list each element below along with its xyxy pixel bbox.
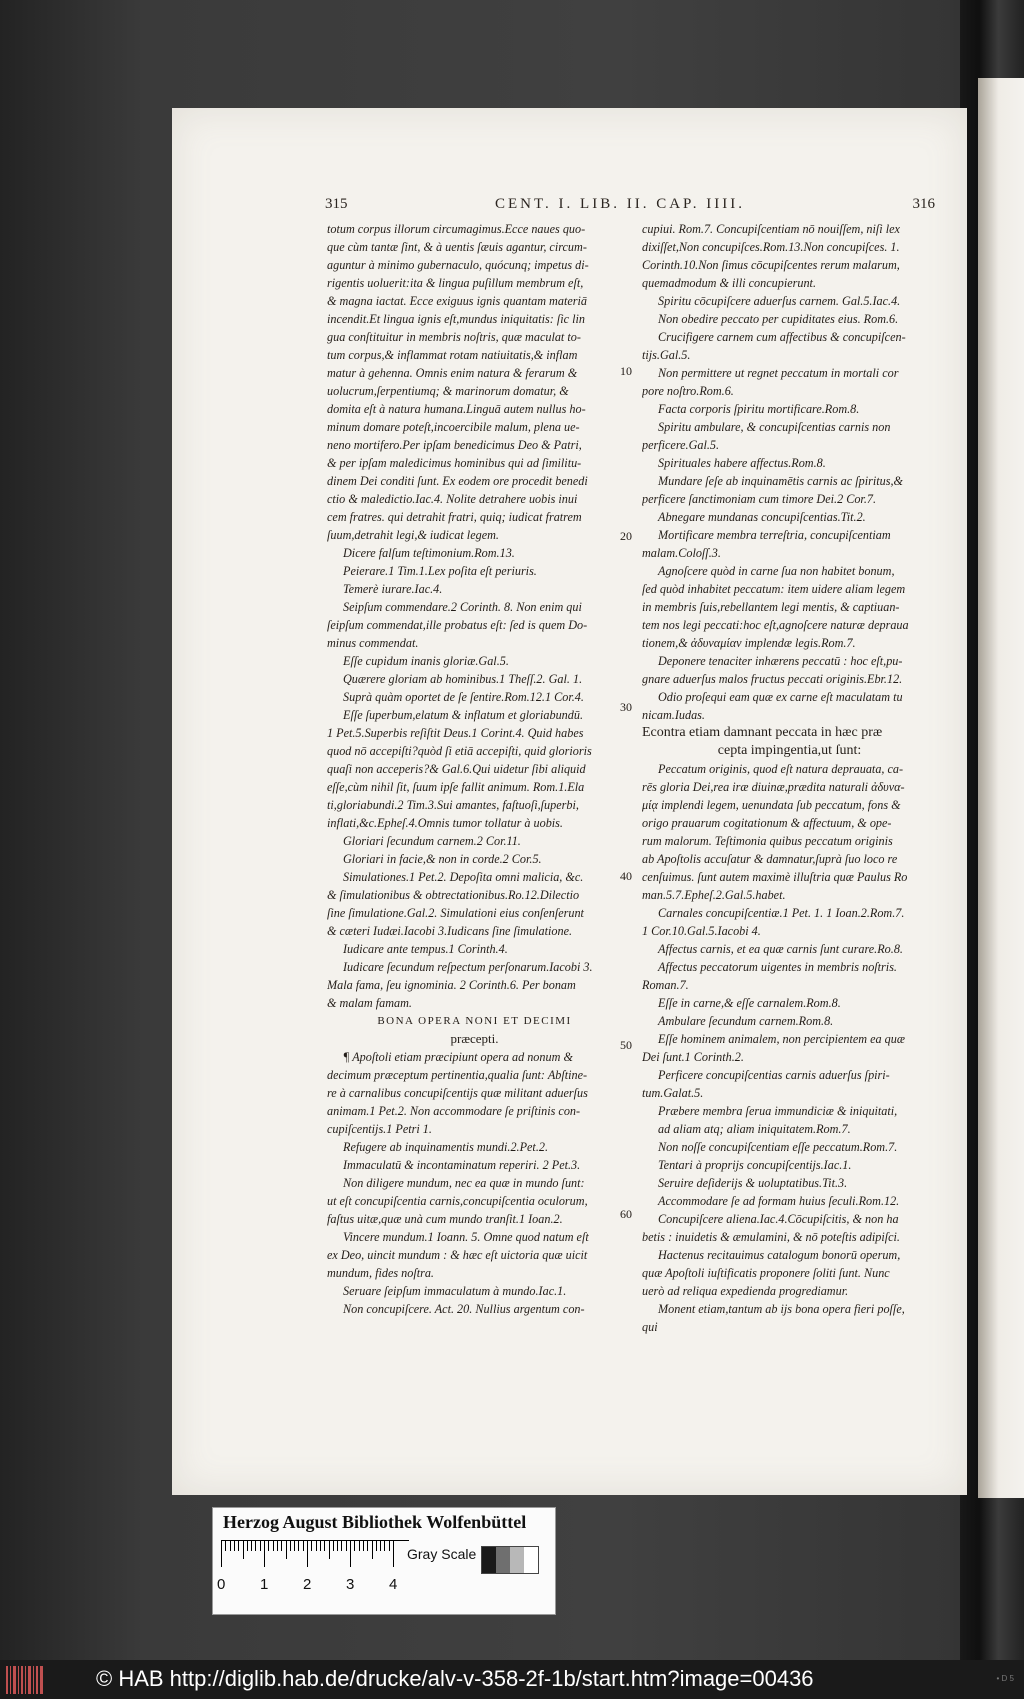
ruler-tick [298,1541,299,1551]
ruler-tick [389,1541,390,1551]
text-line: Suprà quàm oportet de ſe ſentire.Rom.12.1 Cor.4. [343,690,584,704]
copyright-url[interactable]: © HAB http://diglib.hab.de/drucke/alv-v-358-2f-1b/start.htm?image=00436 [96,1666,814,1691]
text-line: Seipſum commendare.2 Corinth. 8. Non enim qui [343,600,582,614]
ruler-tick [324,1541,325,1551]
text-line: dinem Dei conditi ſunt. Ex eodem ore procedit benedi [327,474,588,488]
text-line: Spirituales habere affectus.Rom.8. [658,456,826,470]
text-line: quæ Apoſtoli iuſtificatis proponere ſoliti ſunt. Nunc [642,1266,890,1280]
text-line: Corinth.10.Non ſimus cōcupiſcentes rerum malarum, [642,258,900,272]
text-line: faſtus uitæ,quæ unà cum mundo tranſit.1 Ioan.2. [327,1212,563,1226]
ruler-tick [251,1541,252,1551]
text-line: Facta corporis ſpiritu mortificare.Rom.8. [658,402,860,416]
text-line: Crucifigere carnem cum affectibus & concupiſcen- [658,330,906,344]
text-line: & cæteri Iudæi.Iacobi 3.Iudicans ſine ſimulatione. [327,924,573,938]
text-line: minus commendat. [327,636,419,650]
text-line: Iudicare ante tempus.1 Corinth.4. [343,942,508,956]
ruler-tick [384,1541,385,1551]
text-line: uerò ad reliqua expedienda progrediamur. [642,1284,849,1298]
ruler-tick [255,1541,256,1551]
left-text-column [327,220,622,1318]
text-line: Quærere gloriam ab hominibus.1 Theſſ.2. Gal. 1. [343,672,583,686]
text-line: Spiritu cōcupiſcere aduerſus carnem. Gal.5.Iac.4. [658,294,901,308]
text-line: Gloriari ſecundum carnem.2 Cor.11. [343,834,521,848]
ruler-tick [238,1541,239,1551]
text-line: Peierare.1 Tim.1.Lex poſita eſt periuris. [343,564,537,578]
page-number-left: 315 [325,196,348,212]
ruler-tick [337,1541,338,1551]
gray-swatch [524,1547,538,1573]
text-line: Non obedire peccato per cupiditates eius. Rom.6. [658,312,899,326]
gray-swatch [496,1547,510,1573]
ruler-tick [354,1541,355,1551]
ruler-tick [221,1541,222,1567]
text-line: tionem,& ἀδυναμίαν implendæ legis.Rom.7. [642,636,856,650]
text-line: ſed quòd inhabitet peccatum: item uidere aliam legem [642,582,906,596]
text-line: Peccatum originis, quod eſt natura deprauata, ca- [658,762,904,776]
text-line: Affectus carnis, et ea quæ carnis ſunt curare.Ro.8. [658,942,903,956]
text-line: totum corpus illorum circumagimus.Ecce naues quo- [327,222,586,236]
ruler-tick [380,1541,381,1551]
gray-scale-label: Gray Scale [407,1546,477,1562]
text-line: ex Deo, uincit mundum : & hæc eſt uictoria quæ uicit [327,1248,588,1262]
text-line: cenſuimus. ſunt autem maximè illuſtria quæ Paulus Ro [642,870,908,884]
ruler-tick [260,1541,261,1551]
text-line: perficere ſanctimoniam cum timore Dei.2 Cor.7. [642,492,877,506]
text-line: Perficere concupiſcentias carnis aduerſus ſpiri- [658,1068,890,1082]
text-line: quemadmodum & illi concupierunt. [642,276,816,290]
text-line: μίᾳ implendi legem, uenundata ſub peccatum, fons & [642,798,901,812]
ruler-tick [230,1541,231,1551]
ruler-scale [221,1540,409,1571]
text-line: Roman.7. [642,978,689,992]
text-line: Simulationes.1 Pet.2. Depoſita omni malicia, &c. [343,870,584,884]
text-line: minum domare poteſt,incoercibile malum, plena ue- [327,420,580,434]
ruler-number: 3 [346,1576,355,1593]
text-line: rum malorum. Teſtimonia quibus peccatum originis [642,834,893,848]
text-line: aguntur à minimo gubernaculo, quócunq; impetus di- [327,258,589,272]
text-line: BONA OPERA NONI ET DECIMI [377,1015,572,1027]
text-line: decimum præceptum pertinentia,qualia ſunt: Abſtine- [327,1068,588,1082]
text-line: eſſe,cùm nihil ſit, ſuum ipſe fallit animum. Rom.1.Ela [327,780,585,794]
ruler-tick [350,1541,351,1567]
text-line: Odio proſequi eam quæ ex carne eſt maculatam tu [658,690,903,704]
text-line: rigentis uoluerit:ita & lingua puſillum membrum eſt, [327,276,584,290]
ruler-tick [243,1541,244,1559]
ruler-tick [316,1541,317,1551]
ruler-tick [290,1541,291,1551]
text-line: Mundare ſeſe ab inquinamētis carnis ac ſpiritus,& [658,474,903,488]
ruler-tick [376,1541,377,1551]
ruler-number: 0 [217,1576,226,1593]
text-line: Iudicare ſecundum reſpectum perſonarum.Iacobi 3. [343,960,593,974]
ruler-tick [341,1541,342,1551]
text-line: tum corpus,& inflammat rotam natiuitatis,& inflam [327,348,578,362]
text-line: que cùm tantæ ſint, & à uentis ſæuis agantur, circum- [327,240,587,254]
text-line: matur à gehenna. Omnis enim natura & ferarum & [327,366,578,380]
text-line: Monent etiam,tantum ab ijs bona opera fieri poſſe, [658,1302,905,1316]
text-line: 1 Cor.10.Gal.5.Iacobi 4. [642,924,761,938]
text-line: præcepti. [450,1031,499,1046]
ruler-tick [273,1541,274,1551]
text-line: origo prauarum cogitationum & affectuum, & ope- [642,816,892,830]
text-line: quaſi non acceperis?& Gal.6.Qui uidetur ſibi aliquid [327,762,586,776]
facing-page-edge [978,78,1024,1498]
line-number: 60 [620,1207,632,1221]
right-text-column [642,220,937,1336]
gray-scale-bar [481,1546,539,1574]
text-line: ti,gloriabundi.2 Tim.3.Sui amantes, faſtuoſi,ſuperbi, [327,798,579,812]
text-line: qui [642,1320,658,1334]
ruler-tick [393,1541,394,1567]
text-line: Abnegare mundanas concupiſcentias.Tit.2. [658,510,866,524]
ruler-tick [346,1541,347,1551]
ruler-tick [372,1541,373,1559]
text-line: Seruire deſiderijs & uoluptatibus.Tit.3. [658,1176,848,1190]
running-title: CENT. I. LIB. II. CAP. IIII. [495,196,745,212]
text-line: Mala fama, ſeu ignominia. 2 Corinth.6. Per bonam [327,978,576,992]
text-line: Econtra etiam damnant peccata in hæc præ [642,725,883,740]
text-line: ¶ Apoſtoli etiam præcipiunt opera ad nonum & [343,1050,573,1064]
ruler-tick [367,1541,368,1551]
text-line: Affectus peccatorum uigentes in membris noſtris. [658,960,897,974]
text-line: Immaculatū & incontaminatum reperiri. 2 Pet.3. [343,1158,581,1172]
ruler-tick [307,1541,308,1567]
color-reference-card [212,1507,556,1615]
ruler-tick [268,1541,269,1551]
barcode-icon [6,1664,44,1696]
text-line: Spiritu ambulare, & concupiſcentias carnis non [658,420,891,434]
ruler-tick [286,1541,287,1559]
text-line: Concupiſcere aliena.Iac.4.Cōcupiſcitis, & non ha [658,1212,899,1226]
ruler-tick [247,1541,248,1551]
gray-swatch [482,1547,496,1573]
text-line: Præbere membra ſerua immundiciæ & iniquitati, [658,1104,898,1118]
text-line: Accommodare ſe ad formam huius ſeculi.Rom.12. [658,1194,900,1208]
text-line: re à carnalibus concupiſcentijs quæ militant aduerſus [327,1086,588,1100]
running-head [325,196,935,218]
text-line: Temerè iurare.Iac.4. [343,582,443,596]
library-name: Herzog August Bibliothek Wolfenbüttel [223,1512,527,1532]
text-line: tum.Galat.5. [642,1086,704,1100]
text-line: ad aliam atq; aliam iniquitatem.Rom.7. [658,1122,851,1136]
line-number: 40 [620,869,632,883]
text-line: Dei ſunt.1 Corinth.2. [642,1050,744,1064]
text-line: man.5.7.Epheſ.2.Gal.5.habet. [642,888,786,902]
text-line: Dicere falſum teſtimonium.Rom.13. [343,546,515,560]
text-line: betis : inuidetis & æmulamini, & nō poteſtis adipiſci. [642,1230,900,1244]
text-line: in membris ſuis,rebellantem legi mentis, & captiuan- [642,600,900,614]
text-line: ut eſt concupiſcentia carnis,concupiſcentia oculorum, [327,1194,588,1208]
footer-mark: • D 5 [996,1674,1014,1683]
text-line: animam.1 Pet.2. Non accommodare ſe priſtinis con- [327,1104,581,1118]
footer-bar [0,1660,1024,1699]
text-line: Non noſſe concupiſcentiam eſſe peccatum.Rom.7. [658,1140,898,1154]
text-line: gnare aduerſus malos fructus peccati originis.Ebr.12. [642,672,903,686]
text-line: & malam famam. [327,996,412,1010]
text-line: 1 Pet.5.Superbis reſiſtit Deus.1 Corint.4. Quid habes [327,726,584,740]
ruler-tick [311,1541,312,1551]
text-line: domita eſt à natura humana.Linguā autem nullus ho- [327,402,586,416]
text-line: Deponere tenaciter inhærens peccatū : hoc eſt,pu- [658,654,903,668]
text-line: tem nos legi peccati:hoc eſt,agnoſcere naturæ depraua [642,618,909,632]
ruler-tick [333,1541,334,1551]
text-line: neno mortifero.Per ipſam benedicimus Deo & Patri, [327,438,582,452]
text-line: Carnales concupiſcentiæ.1 Pet. 1. 1 Ioan.2.Rom.7. [658,906,905,920]
ruler-tick [320,1541,321,1551]
text-line: & ſimulationibus & obtrectationibus.Ro.12.Dilectio [327,888,580,902]
text-line: Refugere ab inquinamentis mundi.2.Pet.2. [343,1140,549,1154]
text-line: Ambulare ſecundum carnem.Rom.8. [658,1014,834,1028]
ruler-tick [277,1541,278,1551]
text-line: ctio & maledictio.Iac.4. Nolite detrahere uobis inui [327,492,578,506]
text-line: ſuum,detrahit legi,& iudicat legem. [327,528,499,542]
text-line: Seruare ſeipſum immaculatum à mundo.Iac.1. [343,1284,567,1298]
text-line: Hactenus recitauimus catalogum bonorū operum, [658,1248,901,1262]
ruler-tick [281,1541,282,1551]
text-line: Non diligere mundum, nec ea quæ in mundo ſunt: [343,1176,585,1190]
text-line: inflati,&c.Epheſ.4.Omnis tumor tollatur à uobis. [327,816,563,830]
text-line: dixiſſet,Non concupiſces.Rom.13.Non concupiſces. 1. [642,240,900,254]
text-line: Eſſe in carne,& eſſe carnalem.Rom.8. [658,996,841,1010]
text-line: Eſſe hominem animalem, non percipientem ea quæ [658,1032,905,1046]
ruler-tick [294,1541,295,1551]
ruler-number: 2 [303,1576,312,1593]
line-number: 20 [620,529,632,543]
ruler-tick [303,1541,304,1551]
text-line: cupiui. Rom.7. Concupiſcentiam nō nouiſſem, niſi lex [642,222,900,236]
ruler-tick [359,1541,360,1551]
line-number: 50 [620,1038,632,1052]
text-line: Non permittere ut regnet peccatum in mortali cor [658,366,899,380]
line-number: 30 [620,700,632,714]
ruler-tick [264,1541,265,1567]
ruler-tick [225,1541,226,1551]
text-line: & magna iactat. Ecce exiguus ignis quantam materiā [327,294,587,308]
text-line: cupiſcentijs.1 Petri 1. [327,1122,432,1136]
text-line: cepta impingentia,ut ſunt: [717,743,862,758]
text-line: quod nō accepiſti?quòd ſi etiā accepiſti, quid glorioris [327,744,592,758]
page-number-right: 316 [912,196,935,212]
text-line: Tentari à proprijs concupiſcentijs.Iac.1. [658,1158,852,1172]
text-line: malam.Coloſſ.3. [642,546,721,560]
ruler-tick [234,1541,235,1551]
text-line: Eſſe cupidum inanis gloriæ.Gal.5. [343,654,509,668]
text-line: rēs gloria Dei,rea iræ diuinæ,prædita naturali ἀδυνα- [642,780,905,794]
ruler-number: 1 [260,1576,269,1593]
ruler-number: 4 [389,1576,398,1593]
text-line: uolucrum,ſerpentiumq; & marinorum domatur, & [327,384,569,398]
text-line: mundum, fides noſtra. [327,1266,434,1280]
text-line: nicam.Iudas. [642,708,705,722]
text-line: Mortificare membra terreſtria, concupiſcentiam [658,528,891,542]
line-number: 10 [620,364,632,378]
text-line: cem fratres. qui detrahit fratri, quiq; iudicat fratrem [327,510,582,524]
text-line: Gloriari in facie,& non in corde.2 Cor.5. [343,852,542,866]
ruler-tick [329,1541,330,1559]
text-line: incendit.Et lingua ignis eſt,mundus iniquitatis: ſic lin [327,312,585,326]
gray-swatch [510,1547,524,1573]
text-line: Eſſe ſuperbum,elatum & inflatum et gloriabundū. [343,708,584,722]
text-line: & per ipſam maledicimus hominibus qui ad ſimilitu- [327,456,582,470]
text-line: Non concupiſcere. Act. 20. Nullius argentum con- [343,1302,585,1316]
ruler-tick [363,1541,364,1551]
text-line: Agnoſcere quòd in carne ſua non habitet bonum, [658,564,895,578]
text-line: tijs.Gal.5. [642,348,691,362]
text-line: Vincere mundum.1 Ioann. 5. Omne quod natum eſt [343,1230,589,1244]
text-line: ſine ſimulatione.Gal.2. Simulationi eius conſenſerunt [327,906,584,920]
text-line: pore noſtro.Rom.6. [642,384,734,398]
text-line: ſeipſum commendat,ille probatus eſt: ſed is quem Do- [327,618,588,632]
text-line: ab Apoſtolis accuſatur & damnatur,ſuprà ſuo loco re [642,852,898,866]
text-line: gua conſtituitur in membris noſtris, quæ maculat to- [327,330,581,344]
text-line: perficere.Gal.5. [642,438,720,452]
